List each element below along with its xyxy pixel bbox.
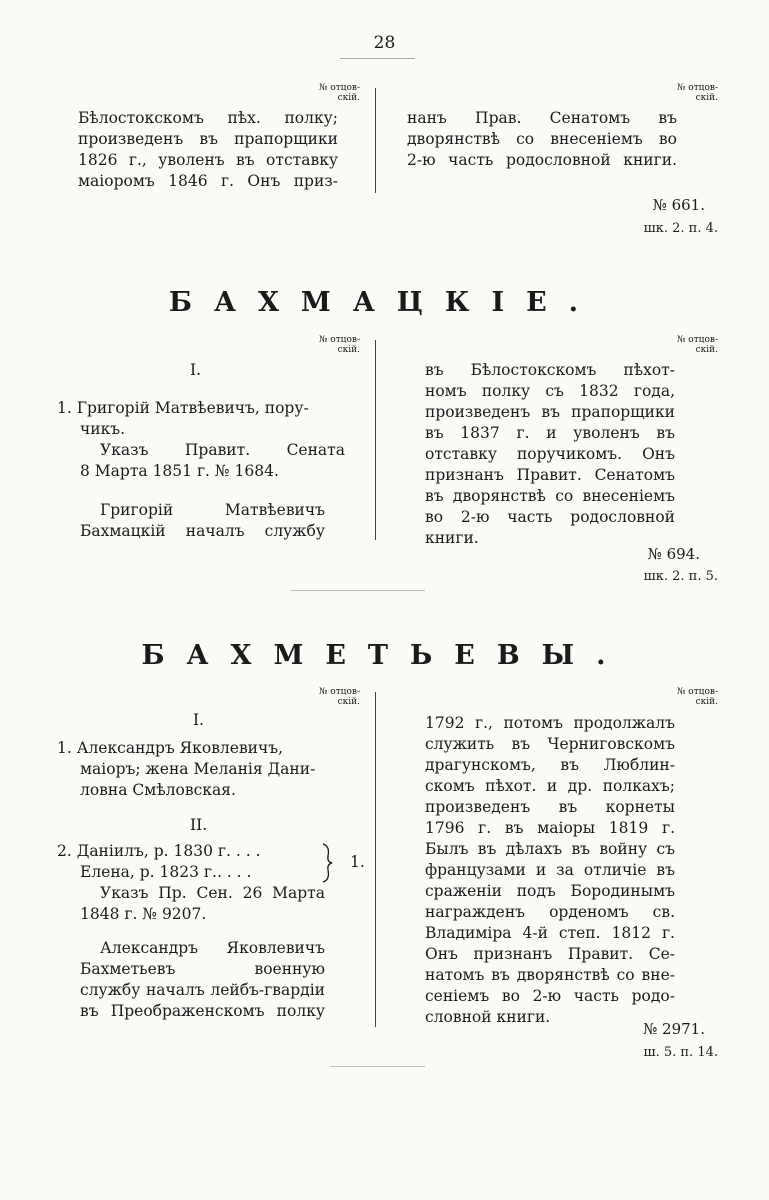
sec2-right-text bbox=[425, 713, 720, 1028]
family-heading: БАХМЕТЬЕВЫ. bbox=[141, 640, 628, 671]
register-number: № 694. bbox=[647, 545, 700, 563]
section-divider bbox=[290, 590, 425, 591]
text-line: служить въ Черниговскомъ bbox=[425, 735, 675, 753]
sec1-decree bbox=[80, 440, 345, 482]
text-line: нанъ Прав. Сенатомъ въ bbox=[407, 109, 677, 127]
column-divider bbox=[375, 340, 376, 540]
column-divider bbox=[375, 88, 376, 193]
person-entry: Елена, р. 1823 г.. . . . bbox=[80, 863, 252, 881]
text-line: Бахмацкій началъ службу bbox=[80, 522, 325, 540]
text-line: Владиміра 4-й степ. 1812 г. bbox=[425, 924, 675, 942]
grouping-brace bbox=[320, 842, 334, 884]
page-number-rule bbox=[340, 58, 415, 59]
sec2-bio-left bbox=[80, 938, 325, 1022]
left-column-label: № отцов- скій. bbox=[318, 335, 360, 355]
text-line: 1796 г. въ маіоры 1819 г. bbox=[425, 819, 675, 837]
generation-number: II. bbox=[190, 816, 208, 834]
text-line: службу началъ лейбъ-гвардіи bbox=[80, 981, 325, 999]
text-line: произведенъ въ корнеты bbox=[425, 798, 675, 816]
text-line: номъ полку съ 1832 года, bbox=[425, 382, 675, 400]
text-line: скомъ пѣхот. и др. полкахъ; bbox=[425, 777, 675, 795]
text-line: во 2-ю часть родословной bbox=[425, 508, 675, 526]
text-line: Бѣлостокскомъ пѣх. полку; bbox=[78, 109, 338, 127]
text-line: 1826 г., уволенъ въ отставку bbox=[78, 151, 338, 169]
text-line: Григорій Матвѣевичъ bbox=[100, 501, 325, 519]
text-line: словной книги. bbox=[425, 1008, 551, 1026]
text-line: сраженіи подъ Бородинымъ bbox=[425, 882, 675, 900]
storage-location: шк. 2. п. 5. bbox=[643, 569, 718, 584]
text-line: маіоромъ 1846 г. Онъ приз- bbox=[78, 172, 338, 190]
left-column-label: № отцов- скій. bbox=[318, 83, 360, 103]
section-divider bbox=[330, 1066, 425, 1067]
generation-number: I. bbox=[193, 711, 205, 729]
person-entry: 2. Даніилъ, р. 1830 г. . . . bbox=[57, 842, 261, 860]
decree-line: Указъ Пр. Сен. 26 Марта bbox=[100, 884, 325, 902]
sec2-decree bbox=[80, 883, 340, 925]
left-column-label: № отцов- скій. bbox=[318, 687, 360, 707]
parent-reference: 1. bbox=[350, 853, 365, 871]
text-line: въ 1837 г. и уволенъ въ bbox=[425, 424, 675, 442]
text-line: награжденъ орденомъ св. bbox=[425, 903, 675, 921]
text-line: Былъ въ дѣлахъ въ войну съ bbox=[425, 840, 675, 858]
text-line: въ Бѣлостокскомъ пѣхот- bbox=[425, 361, 675, 379]
text-line: Александръ Яковлевичъ bbox=[100, 939, 325, 957]
text-line: маіоръ; жена Меланія Дани- bbox=[80, 760, 316, 778]
text-line: драгунскомъ, въ Люблин- bbox=[425, 756, 675, 774]
decree-line: 1848 г. № 9207. bbox=[80, 905, 207, 923]
sec0-right-text bbox=[407, 108, 677, 171]
text-line: въ Преображенскомъ полку bbox=[80, 1002, 325, 1020]
storage-location: шк. 2. п. 4. bbox=[643, 221, 718, 236]
text-line: признанъ Правит. Сенатомъ bbox=[425, 466, 675, 484]
register-number: № 2971. bbox=[643, 1020, 705, 1038]
sec1-right-text bbox=[425, 360, 720, 549]
text-line: дворянствѣ со внесеніемъ во bbox=[407, 130, 677, 148]
storage-location: ш. 5. п. 14. bbox=[643, 1045, 718, 1060]
text-line: произведенъ въ прапорщики bbox=[78, 130, 338, 148]
text-line: произведенъ въ прапорщики bbox=[425, 403, 675, 421]
text-line: Онъ признанъ Правит. Се- bbox=[425, 945, 675, 963]
text-line: 1792 г., потомъ продолжалъ bbox=[425, 714, 675, 732]
decree-line: 8 Марта 1851 г. № 1684. bbox=[80, 462, 279, 480]
text-line: отставку поручикомъ. Онъ bbox=[425, 445, 675, 463]
generation-number: I. bbox=[190, 361, 202, 379]
page-number: 28 bbox=[373, 33, 396, 53]
sec1-bio-left bbox=[80, 500, 325, 542]
text-line: французами и за отличіе въ bbox=[425, 861, 675, 879]
text-line: натомъ въ дворянствѣ со вне- bbox=[425, 966, 675, 984]
person-entry: 1. Александръ Яковлевичъ, bbox=[57, 739, 284, 757]
text-line: 2-ю часть родословной книги. bbox=[407, 151, 677, 169]
sec1-entry bbox=[57, 398, 340, 440]
text-line: книги. bbox=[425, 529, 479, 547]
sec0-left-text bbox=[78, 108, 338, 192]
right-column-label: № отцов- скій. bbox=[676, 335, 718, 355]
decree-line: Указъ Правит. Сената bbox=[100, 441, 345, 459]
right-column-label: № отцов- скій. bbox=[676, 83, 718, 103]
person-entry: 1. Григорій Матвѣевичъ, пору- bbox=[57, 399, 309, 417]
text-line: чикъ. bbox=[80, 420, 126, 438]
text-line: Бахметьевъ военную bbox=[80, 960, 325, 978]
text-line: сеніемъ во 2-ю часть родо- bbox=[425, 987, 675, 1005]
text-line: ловна Смѣловская. bbox=[80, 781, 236, 799]
sec2-entry1 bbox=[57, 738, 340, 801]
text-line: въ дворянствѣ со внесеніемъ bbox=[425, 487, 675, 505]
right-column-label: № отцов- скій. bbox=[676, 687, 718, 707]
register-number: № 661. bbox=[652, 196, 705, 214]
family-heading: БАХМАЦКІЕ. bbox=[168, 287, 601, 318]
column-divider bbox=[375, 692, 376, 1027]
